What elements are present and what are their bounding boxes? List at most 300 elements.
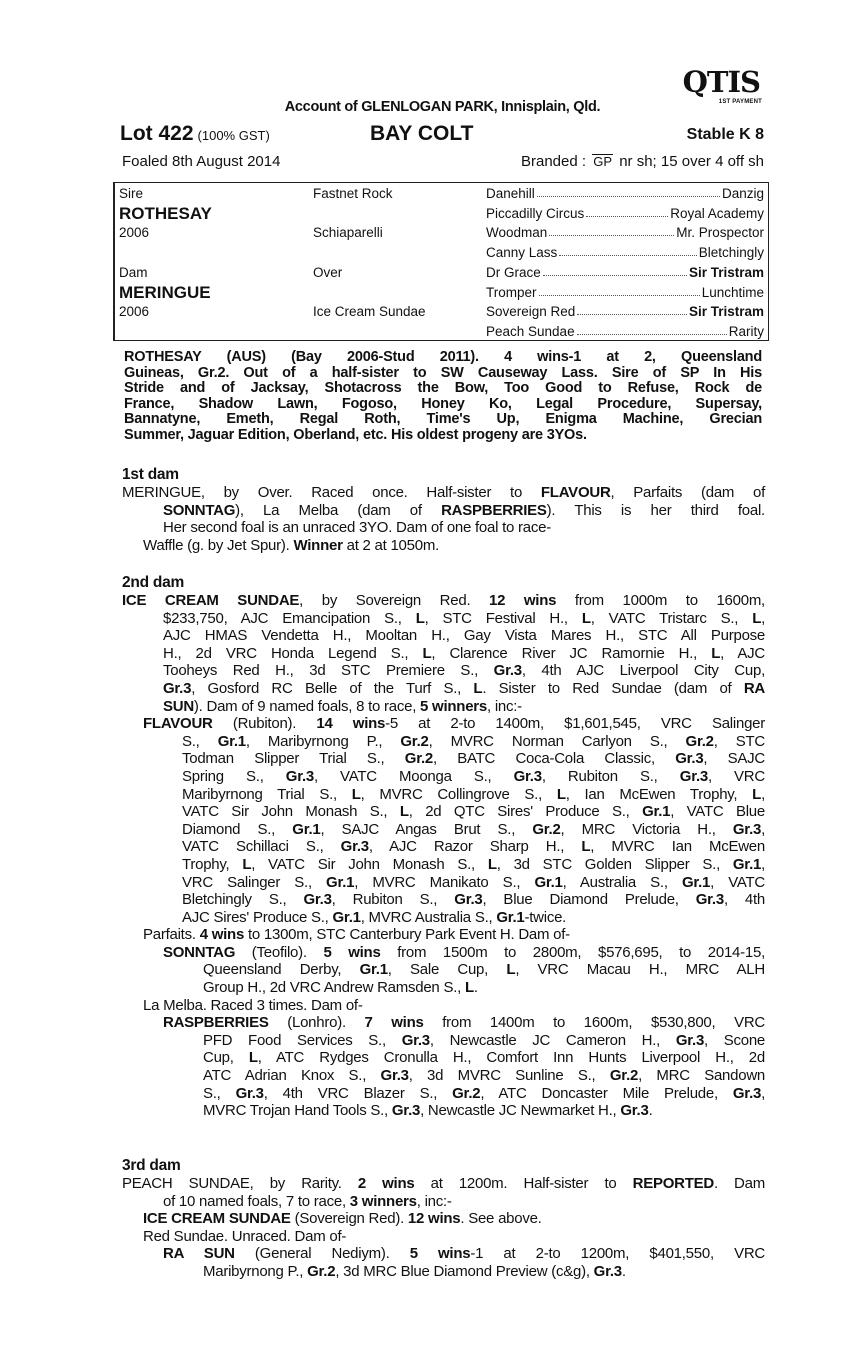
brand-symbol: GP — [593, 154, 613, 169]
text-run: , — [761, 609, 766, 627]
text-run: ). This is her third foal. — [546, 501, 765, 519]
qtis-logo-mark: QTIS — [682, 65, 760, 99]
entry-line — [122, 856, 765, 874]
ancestor-name: Danehill — [486, 186, 535, 201]
pedigree-row — [115, 322, 768, 342]
text-run: , 3d MRC Blue Diamond Preview (c&g), — [335, 1262, 594, 1280]
ancestor-sire: Rarity — [728, 323, 764, 339]
text-run: ATC Adrian Knox S., — [203, 1067, 381, 1085]
entry-line — [122, 838, 765, 856]
dot-leader — [577, 324, 727, 335]
entry-line — [122, 662, 765, 680]
ancestor-name: Dr Grace — [486, 264, 541, 280]
bold-run: FLAVOUR — [540, 484, 611, 501]
bold-run: Gr.1 — [534, 873, 563, 891]
grandparent-name: Over — [313, 264, 343, 280]
bold-run: L — [487, 855, 497, 873]
text-run: Waffle (g. by Jet Spur). — [143, 536, 294, 554]
bold-run: L — [752, 609, 762, 627]
text-run: , SAJC — [703, 750, 765, 768]
bold-run: 5 wins — [323, 943, 381, 961]
first-dam-section — [122, 466, 765, 554]
grandparent-name: Fastnet Rock — [313, 186, 393, 201]
summary-line: France, Shadow Lawn, Fogoso, Honey Ko, Legal Procedure, Supersay, — [124, 395, 762, 412]
text-run: , SAJC Angas Brut S., — [320, 820, 533, 838]
entry-line — [122, 1102, 765, 1120]
bold-run: L — [581, 609, 591, 627]
text-run: La Melba. Raced 3 times. Dam of- — [143, 996, 363, 1014]
bold-run: SUN — [163, 697, 194, 715]
section-heading: 3rd dam — [122, 1157, 181, 1174]
text-run: , 3d STC Golden Slipper S., — [496, 855, 733, 873]
brand-prefix: Branded : — [521, 153, 587, 170]
bold-run: 12 wins — [489, 592, 557, 609]
bold-run: 5 wins — [409, 1245, 471, 1263]
bold-run: Gr.3 — [380, 1067, 409, 1085]
text-run: , MVRC Australia S., — [360, 908, 497, 926]
pedigree-entry — [122, 1245, 765, 1280]
entry-line — [122, 1085, 765, 1103]
text-run: . — [621, 1262, 626, 1280]
bold-run: Gr.3 — [163, 679, 192, 697]
entry-line — [122, 961, 765, 979]
text-run: , Sale Cup, — [387, 961, 507, 979]
text-run: , VRC — [707, 767, 765, 785]
dot-leader — [543, 265, 687, 276]
text-run: Maribyrnong P., — [203, 1262, 308, 1280]
bold-run: Gr.3 — [513, 767, 542, 785]
text-run: MERINGUE, by Over. Raced once. Half-sister to — [122, 484, 541, 501]
text-run: at 2 at 1050m. — [342, 536, 440, 554]
text-run: , VATC Moonga S., — [313, 767, 514, 785]
bold-run: RA — [743, 679, 765, 697]
text-run: -twice. — [524, 908, 567, 926]
summary-line: Guineas, Gr.2. Out of a half-sister to SW Causeway Lass. Sire of SP In His — [124, 364, 762, 381]
bold-run: L — [473, 679, 483, 697]
ancestor-entry — [486, 265, 764, 280]
text-run: , Blue Diamond Prelude, — [482, 891, 696, 909]
pedigree-entry — [122, 1175, 765, 1210]
text-run: , VATC Tristarc S., — [590, 609, 753, 627]
pedigree-table — [113, 182, 769, 341]
text-run: , STC — [713, 732, 766, 750]
lot-label: Lot 422 — [120, 122, 194, 145]
parent-label: 2006 — [119, 304, 150, 320]
text-run: S., — [203, 1084, 236, 1102]
bold-run: Winner — [293, 536, 343, 554]
bold-run: L — [399, 803, 409, 821]
text-run: , VATC — [710, 873, 765, 891]
text-run: Diamond S., — [182, 820, 293, 838]
sire-summary — [124, 350, 762, 444]
ancestor-sire: Sir Tristram — [688, 304, 764, 320]
pedigree-row — [115, 223, 768, 243]
bold-run: L — [248, 1049, 258, 1067]
text-run: ), La Melba (dam of — [235, 501, 442, 519]
third-dam-section — [122, 1157, 765, 1281]
foaled-date: Foaled 8th August 2014 — [122, 153, 281, 170]
bold-run: Gr.3 — [235, 1084, 264, 1102]
text-run: . — [473, 979, 478, 997]
entry-line — [122, 610, 765, 628]
ancestor-name: Tromper — [486, 284, 537, 300]
bold-run: Gr.3 — [285, 767, 314, 785]
bold-run: 5 winners — [420, 697, 487, 715]
pedigree-entry — [122, 1228, 765, 1246]
entry-line — [122, 750, 765, 768]
ancestor-sire: Mr. Prospector — [676, 225, 764, 241]
lot-number — [120, 122, 270, 146]
pedigree-entry — [122, 926, 765, 944]
entry-line — [122, 1193, 765, 1211]
text-run: Tooheys Red H., 3d STC Premiere S., — [163, 662, 494, 680]
ancestor-sire: Royal Academy — [670, 205, 764, 221]
text-run: (Lonhro). — [268, 1014, 365, 1032]
qtis-logo-caption: 1ST PAYMENT — [718, 99, 762, 105]
text-run: . Dam — [713, 1175, 765, 1192]
text-run: , MRC Sandown — [638, 1067, 766, 1085]
parent-label: Dam — [119, 264, 148, 280]
dot-leader — [577, 304, 687, 315]
bold-run: L — [422, 644, 432, 662]
entry-line — [122, 1049, 765, 1067]
pedigree-row — [115, 184, 768, 204]
text-run: , MVRC Norman Carlyon S., — [428, 732, 686, 750]
bold-run: Gr.2 — [609, 1067, 639, 1085]
bold-run: Gr.3 — [732, 820, 762, 838]
bold-run: L — [752, 785, 762, 803]
entry-line — [122, 733, 765, 751]
parent-label: Sire — [119, 186, 144, 201]
horse-description: BAY COLT — [370, 122, 474, 145]
bold-run: Gr.2 — [532, 820, 561, 838]
text-run: , — [761, 855, 765, 873]
dot-leader — [539, 285, 700, 296]
text-run: (Sovereign Red). — [290, 1210, 408, 1228]
text-run: , Maribyrnong P., — [245, 732, 401, 750]
bold-run: Gr.1 — [332, 908, 361, 926]
bold-run: 14 wins — [316, 715, 386, 733]
text-run: Spring S., — [182, 767, 286, 785]
bold-run: L — [351, 785, 361, 803]
bold-run: Gr.3 — [493, 662, 522, 680]
text-run: to 1300m, STC Canterbury Park Event H. Dam of- — [244, 926, 570, 944]
bold-run: SONNTAG — [163, 501, 236, 519]
ancestor-name: Woodman — [486, 225, 548, 241]
text-run: , MVRC Manikato S., — [354, 873, 535, 891]
entry-line — [122, 1263, 765, 1281]
pedigree-entry — [122, 944, 765, 997]
pedigree-entry — [122, 715, 765, 926]
entry-line — [122, 680, 765, 698]
text-run: , Australia S., — [562, 873, 682, 891]
text-run: , VATC Sir John Monash S., — [251, 855, 488, 873]
ancestor-sire: Bletchingly — [698, 245, 764, 261]
bold-run: Gr.3 — [675, 1031, 705, 1049]
pedigree-entry — [122, 537, 765, 555]
text-run: , VATC Blue — [670, 803, 765, 821]
ancestor-sire: Lunchtime — [701, 284, 764, 300]
summary-line: Stride and of Jacksay, Shotacross the Bow, Too Good to Refuse, Rock de — [124, 380, 762, 397]
text-run: PFD Food Services S., — [203, 1031, 402, 1049]
text-run: , 4th VRC Blazer S., — [263, 1084, 453, 1102]
text-run: , ATC Doncaster Mile Prelude, — [480, 1084, 733, 1102]
bold-run: REPORTED — [632, 1175, 714, 1192]
text-run: -1 at 2-to 1200m, $401,550, VRC — [470, 1245, 765, 1263]
pedigree-entry — [122, 484, 765, 537]
entry-line — [122, 979, 765, 997]
entry-line — [122, 502, 765, 520]
entry-line — [122, 627, 765, 645]
text-run: H., 2d VRC Honda Legend S., — [163, 644, 423, 662]
entry-line — [122, 768, 765, 786]
text-run: , Newcastle JC Cameron H., — [429, 1031, 676, 1049]
bold-run: SONNTAG — [163, 943, 236, 961]
text-run: VRC Salinger S., — [182, 873, 327, 891]
bold-run: L — [506, 961, 516, 979]
bold-run: L — [415, 609, 425, 627]
text-run: (Rubiton). — [212, 715, 317, 733]
brand-info — [521, 153, 764, 170]
text-run: -5 at 2-to 1400m, $1,601,545, VRC Salinger — [385, 715, 765, 733]
text-run: , AJC Razor Sharp H., — [368, 838, 582, 856]
text-run: , Rubiton S., — [331, 891, 455, 909]
text-run: , Scone — [704, 1031, 766, 1049]
entry-line — [122, 1032, 765, 1050]
summary-line: ROTHESAY (AUS) (Bay 2006-Stud 2011). 4 wins-1 at 2, Queensland — [124, 349, 762, 365]
entry-line — [122, 1014, 765, 1032]
text-run: Cup, — [203, 1049, 249, 1067]
entry-line — [122, 803, 765, 821]
ancestor-name: Sovereign Red — [486, 304, 576, 320]
dot-leader — [537, 186, 720, 197]
pedigree-row — [115, 243, 768, 263]
parent-name: ROTHESAY — [119, 203, 212, 223]
bold-run: Gr.1 — [359, 961, 388, 979]
pedigree-row — [115, 263, 768, 283]
text-run: VATC Schillaci S., — [182, 838, 341, 856]
bold-run: Gr.3 — [303, 891, 332, 909]
text-run: (General Nediym). — [234, 1245, 410, 1263]
grandparent-name: Ice Cream Sundae — [313, 304, 426, 320]
text-run: , inc:- — [416, 1192, 452, 1210]
text-run: , — [761, 1084, 765, 1102]
grandparent-name: Schiaparelli — [313, 225, 383, 241]
text-run: from 1400m to 1600m, $530,800, VRC — [423, 1014, 765, 1032]
ancestor-name: Peach Sundae — [486, 323, 575, 339]
section-heading: 1st dam — [122, 466, 179, 483]
entry-line — [122, 537, 765, 555]
bold-run: Gr.1 — [217, 732, 246, 750]
text-run: Parfaits. — [143, 926, 200, 944]
bold-run: 2 wins — [357, 1175, 415, 1192]
bold-run: Gr.1 — [292, 820, 321, 838]
text-run: Her second foal is an unraced 3YO. Dam of one foal to race- — [163, 519, 551, 537]
dot-leader — [549, 225, 674, 236]
entry-line — [122, 1175, 765, 1193]
pedigree-row — [115, 283, 768, 303]
parent-label: 2006 — [119, 225, 150, 241]
text-run: , inc:- — [486, 697, 522, 715]
text-run: Group H., 2d VRC Andrew Ramsden S., — [203, 979, 465, 997]
entry-line — [122, 1228, 765, 1246]
text-run: Red Sundae. Unraced. Dam of- — [143, 1227, 347, 1245]
bold-run: Gr.2 — [400, 732, 429, 750]
bold-run: L — [581, 838, 591, 856]
text-run: AJC HMAS Vendetta H., Mooltan H., Gay Vista Mares H., STC All Purpose — [163, 627, 765, 645]
text-run: , 2d QTC Sires' Produce S., — [408, 803, 643, 821]
bold-run: 3 winners — [349, 1192, 417, 1210]
ancestor-sire: Sir Tristram — [688, 264, 764, 280]
entry-line — [122, 821, 765, 839]
pedigree-entry — [122, 1210, 765, 1228]
text-run: , Parfaits (dam of — [610, 484, 765, 501]
bold-run: RASPBERRIES — [163, 1014, 269, 1032]
gst-note: (100% GST) — [197, 128, 270, 143]
text-run: , by Sovereign Red. — [299, 592, 490, 609]
bold-run: L — [711, 644, 721, 662]
text-run: . — [648, 1102, 653, 1120]
bold-run: RA SUN — [163, 1245, 235, 1263]
bold-run: 12 wins — [407, 1210, 461, 1228]
bold-run: Gr.3 — [391, 1102, 421, 1120]
bold-run: 4 wins — [199, 926, 245, 944]
parent-name: MERINGUE — [119, 282, 211, 302]
bold-run: Gr.3 — [340, 838, 369, 856]
summary-line: Bannatyne, Emeth, Regal Roth, Time's Up, Enigma Machine, Grecian — [124, 411, 762, 428]
text-run: (Teofilo). — [235, 943, 324, 961]
text-run: at 1200m. Half-sister to — [414, 1175, 633, 1192]
bold-run: RASPBERRIES — [441, 501, 547, 519]
bold-run: Gr.3 — [454, 891, 483, 909]
text-run: . See above. — [460, 1210, 542, 1228]
text-run: Trophy, — [182, 855, 243, 873]
bold-run: 7 wins — [364, 1014, 424, 1032]
text-run: , MRC Victoria H., — [560, 820, 733, 838]
bold-run: Gr.2 — [685, 732, 714, 750]
entry-line — [122, 997, 765, 1015]
text-run: , 4th AJC Liverpool City Cup, — [521, 662, 765, 680]
pedigree-row — [115, 204, 768, 224]
entry-line — [122, 715, 765, 733]
bold-run: Gr.3 — [732, 1084, 762, 1102]
bold-run: Gr.2 — [307, 1262, 336, 1280]
dot-leader — [559, 245, 696, 256]
text-run: , — [761, 785, 765, 803]
text-run: Maribyrnong Trial S., — [182, 785, 352, 803]
entry-line — [122, 698, 765, 716]
pedigree-entry — [122, 1014, 765, 1120]
text-run: Queensland Derby, — [203, 961, 360, 979]
second-dam-section — [122, 574, 765, 1120]
bold-run: L — [242, 855, 252, 873]
entry-line — [122, 1210, 765, 1228]
text-run: from 1000m to 1600m, — [556, 592, 765, 609]
text-run: . Sister to Red Sundae (dam of — [482, 679, 744, 697]
ancestor-entry — [486, 304, 764, 319]
text-run: , Rubiton S., — [541, 767, 680, 785]
bold-run: Gr.1 — [642, 803, 671, 821]
text-run: S., — [182, 732, 218, 750]
bold-run: Gr.3 — [695, 891, 724, 909]
bold-run: ICE CREAM SUNDAE — [143, 1210, 291, 1228]
pedigree-entry — [122, 592, 765, 715]
bold-run: Gr.1 — [496, 908, 525, 926]
ancestor-sire: Danzig — [721, 186, 764, 201]
bold-run: FLAVOUR — [143, 715, 213, 733]
pedigree-entry — [122, 997, 765, 1015]
bold-run: Gr.2 — [404, 750, 433, 768]
text-run: , Ian McEwen Trophy, — [565, 785, 753, 803]
text-run: , BATC Coca-Cola Classic, — [432, 750, 676, 768]
ancestor-entry — [486, 186, 764, 201]
text-run: , Gosford RC Belle of the Turf S., — [191, 679, 474, 697]
dot-leader — [586, 206, 668, 217]
entry-line — [122, 645, 765, 663]
text-run: , STC Festival H., — [424, 609, 582, 627]
entry-line — [122, 891, 765, 909]
bold-run: Gr.1 — [326, 873, 355, 891]
text-run: Todman Slipper Trial S., — [182, 750, 405, 768]
bold-run: Gr.3 — [593, 1262, 622, 1280]
text-run: , 3d MVRC Sunline S., — [408, 1067, 610, 1085]
text-run: , MVRC Ian McEwen — [590, 838, 765, 856]
bold-run: Gr.2 — [452, 1084, 481, 1102]
ancestor-entry — [486, 225, 764, 240]
bold-run: Gr.3 — [679, 767, 708, 785]
ancestor-name: Canny Lass — [486, 245, 558, 261]
bold-run: Gr.3 — [401, 1031, 430, 1049]
text-run: , ATC Rydges Cronulla H., Comfort Inn Hunts Liverpool H., 2d — [257, 1049, 765, 1067]
text-run: MVRC Trojan Hand Tools S., — [203, 1102, 392, 1120]
entry-line — [122, 592, 765, 610]
text-run: $233,750, AJC Emancipation S., — [163, 609, 416, 627]
text-run: , VRC Macau H., MRC ALH — [515, 961, 765, 979]
section-heading: 2nd dam — [122, 574, 184, 591]
entry-line — [122, 786, 765, 804]
bold-run: Gr.1 — [732, 855, 762, 873]
ancestor-entry — [486, 245, 764, 260]
entry-line — [122, 519, 765, 537]
text-run: , 4th — [723, 891, 766, 909]
bold-run: Gr.1 — [681, 873, 711, 891]
entry-line — [122, 1067, 765, 1085]
text-run: , Newcastle JC Newmarket H., — [420, 1102, 621, 1120]
text-run: VATC Sir John Monash S., — [182, 803, 400, 821]
text-run: , AJC — [720, 644, 765, 662]
entry-line — [122, 1245, 765, 1263]
entry-line — [122, 874, 765, 892]
text-run: , Clarence River JC Ramornie H., — [431, 644, 712, 662]
entry-line — [122, 944, 765, 962]
pedigree-row — [115, 302, 768, 322]
brand-suffix: nr sh; 15 over 4 off sh — [619, 153, 764, 170]
text-run: from 1500m to 2800m, $576,695, to 2014-15, — [380, 943, 765, 961]
summary-line: Summer, Jaguar Edition, Oberland, etc. His oldest progeny are 3YOs. — [124, 426, 587, 443]
ancestor-entry — [486, 206, 764, 221]
text-run: , MVRC Collingrove S., — [360, 785, 557, 803]
entry-line — [122, 484, 765, 502]
ancestor-name: Piccadilly Circus — [486, 205, 585, 221]
vendor-account: Account of GLENLOGAN PARK, Innisplain, Qld. — [284, 99, 601, 115]
stable-number: Stable K 8 — [686, 126, 764, 143]
text-run: Bletchingly S., — [182, 891, 304, 909]
entry-line — [122, 909, 765, 927]
text-run: ). Dam of 9 named foals, 8 to race, — [193, 697, 421, 715]
ancestor-entry — [486, 285, 764, 300]
entry-line — [122, 926, 765, 944]
ancestor-entry — [486, 324, 764, 339]
